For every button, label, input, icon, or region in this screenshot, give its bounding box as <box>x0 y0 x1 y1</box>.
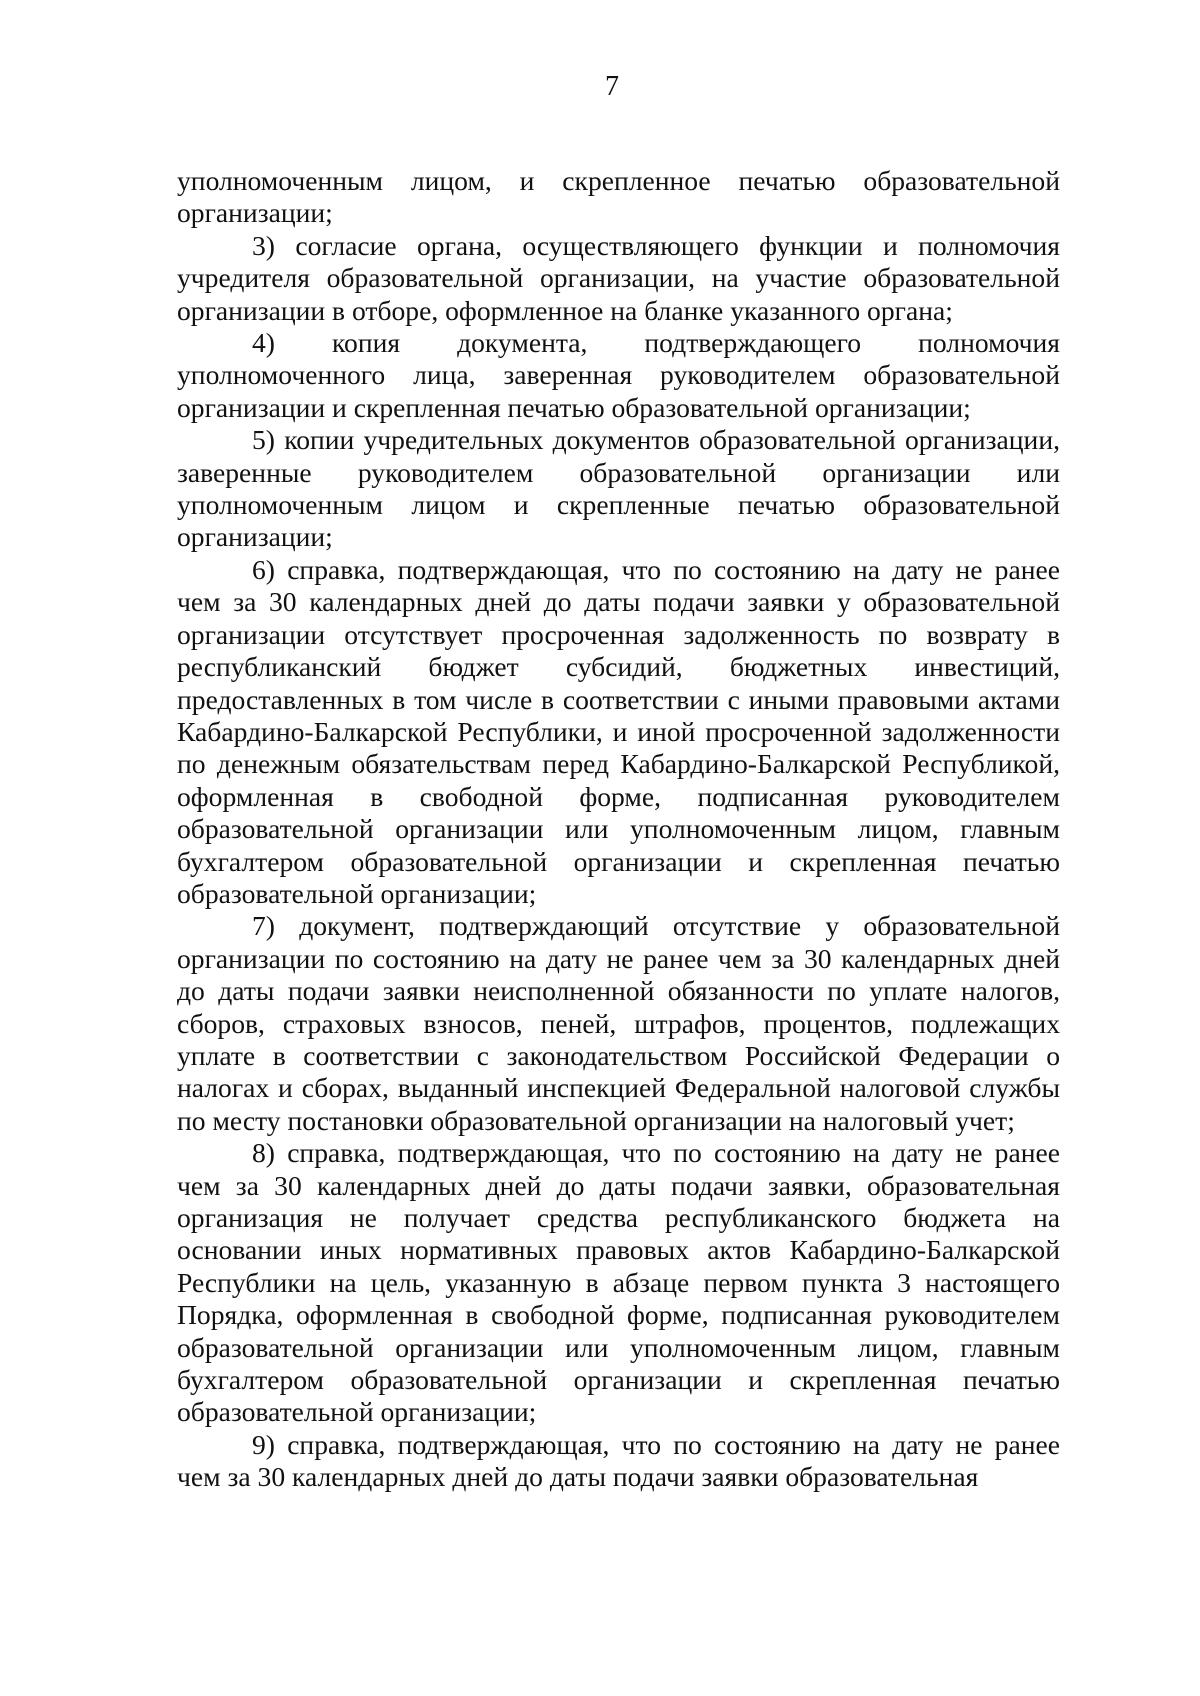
paragraph-item-5: 5) копии учредительных документов образовательной организации, заверенные руководителем образовательной организации или уполномоченным лицом и скрепленные печатью образовательной организации; <box>177 424 1060 553</box>
paragraph-continuation: уполномоченным лицом, и скрепленное печатью образовательной организации; <box>177 165 1060 229</box>
paragraph-item-8: 8) справка, подтверждающая, что по состоянию на дату не ранее чем за 30 календарных дней до даты подачи заявки, образовательная организация не получает средства республиканского бюджета на основании иных нормативных правовых актов Кабардино-Балкарской Республики на цель, указанную в абзаце первом пункта 3 настоящего Порядка, оформленная в свободной форме, подписанная руководителем образовательной организации или уполномоченным лицом, главным бухгалтером образовательной организации и скрепленная печатью образовательной организации; <box>177 1137 1060 1428</box>
paragraph-item-9: 9) справка, подтверждающая, что по состоянию на дату не ранее чем за 30 календарных дней до даты подачи заявки образовательная <box>177 1428 1060 1493</box>
paragraph-item-7: 7) документ, подтверждающий отсутствие у образовательной организации по состоянию на дату не ранее чем за 30 календарных дней до даты подачи заявки неисполненной обязанности по уплате налогов, сборов, страховых взносов, пеней, штрафов, процентов, подлежащих уплате в соответствии с законодательством Российской Федерации о налогах и сборах, выданный инспекцией Федеральной налоговой службы по месту постановки образовательной организации на налоговый учет; <box>177 910 1060 1136</box>
document-body <box>177 165 1060 1494</box>
paragraph-item-4: 4) копия документа, подтверждающего полномочия уполномоченного лица, заверенная руководителем образовательной организации и скрепленная печатью образовательной организации; <box>177 327 1060 423</box>
paragraph-item-6: 6) справка, подтверждающая, что по состоянию на дату не ранее чем за 30 календарных дней до даты подачи заявки у образовательной организации отсутствует просроченная задолженность по возврату в республиканский бюджет субсидий, бюджетных инвестиций, предоставленных в том числе в соответствии с иными правовыми актами Кабардино-Балкарской Республики, и иной просроченной задолженности по денежным обязательствам перед Кабардино-Балкарской Республикой, оформленная в свободной форме, подписанная руководителем образовательной организации или уполномоченным лицом, главным бухгалтером образовательной организации и скрепленная печатью образовательной организации; <box>177 553 1060 909</box>
paragraph-item-3: 3) согласие органа, осуществляющего функции и полномочия учредителя образовательной организации, на участие образовательной организации в отборе, оформленное на бланке указанного органа; <box>177 229 1060 326</box>
page-number: 7 <box>605 71 619 102</box>
